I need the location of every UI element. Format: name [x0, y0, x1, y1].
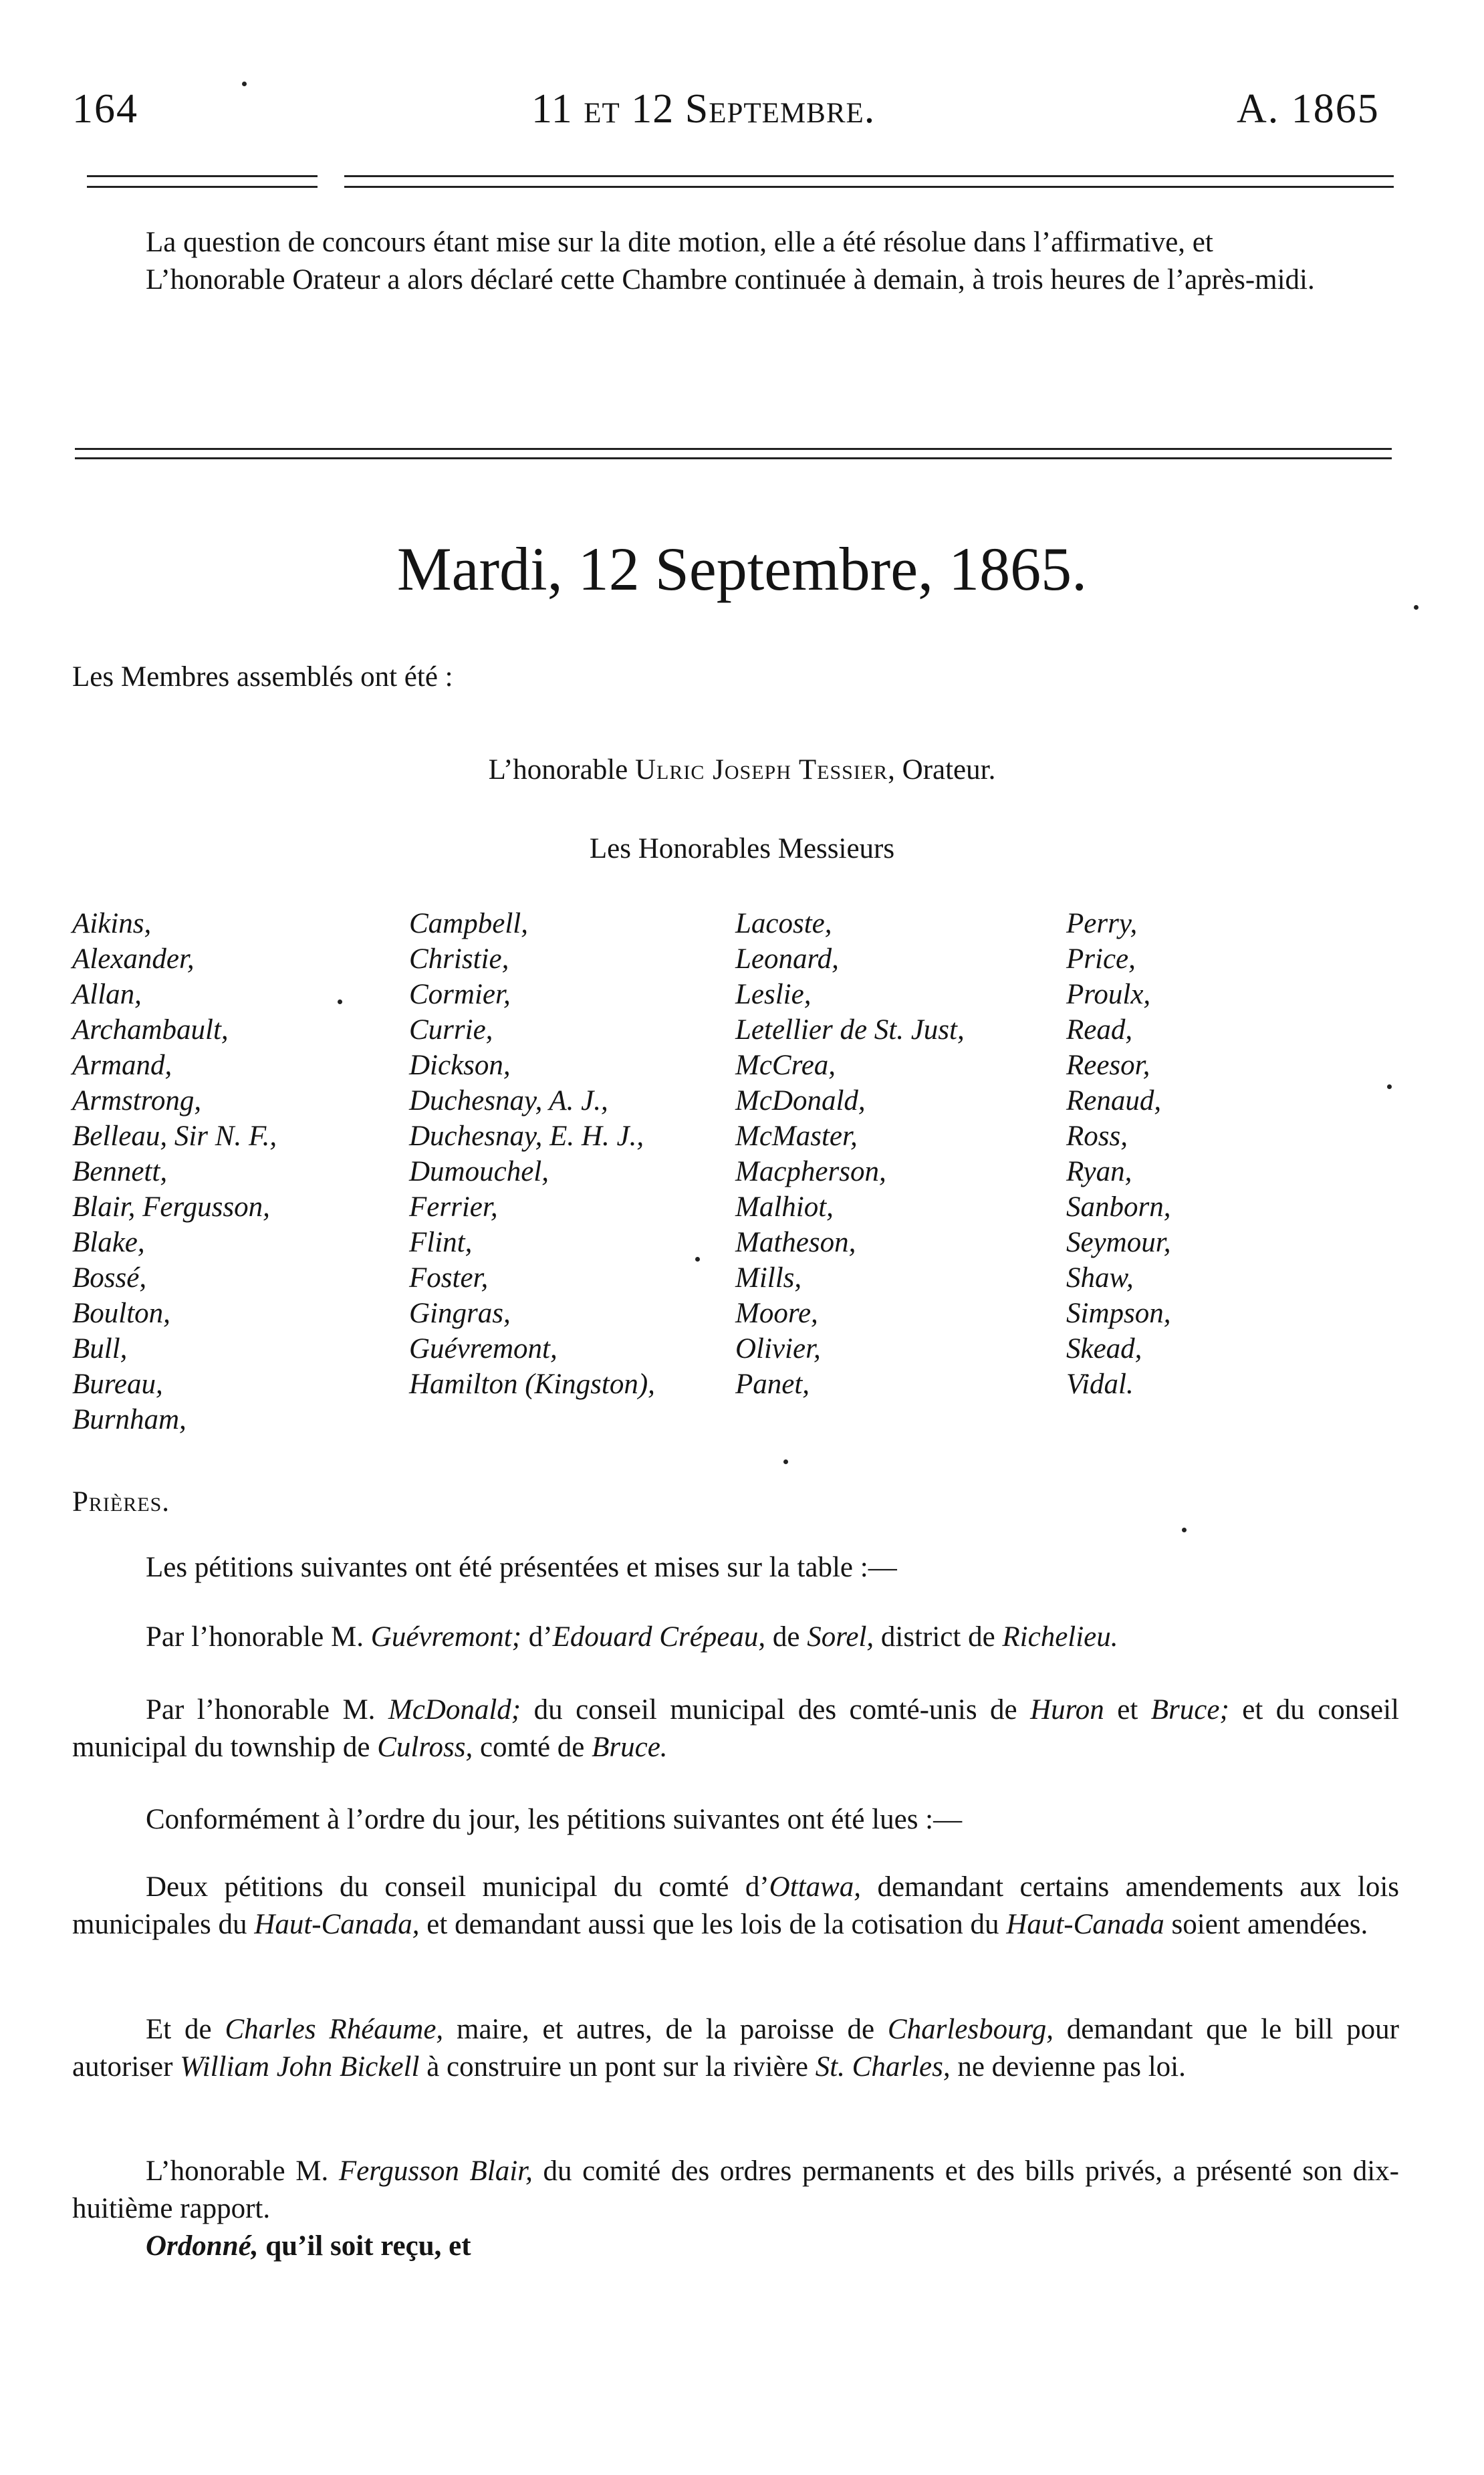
member-name: Bossé,: [72, 1262, 147, 1294]
running-header: 11 et 12 Septembre.: [531, 86, 876, 132]
member-name: Boulton,: [72, 1298, 170, 1329]
report-member: Fergusson Blair,: [338, 2155, 533, 2187]
member-name: Proulx,: [1066, 979, 1151, 1010]
member-name: Reesor,: [1066, 1050, 1150, 1081]
member-name: Malhiot,: [735, 1191, 834, 1223]
member-name: Matheson,: [735, 1227, 856, 1258]
petitions-intro: Les pétitions suivantes ont été présentées et mises sur la table :—: [146, 1552, 897, 1583]
member-name: Guévremont,: [409, 1333, 558, 1365]
ordered-line: Ordonné, qu’il soit reçu, et: [146, 2230, 471, 2262]
top-paragraphs: [72, 224, 1399, 299]
member-name: Cormier,: [409, 979, 511, 1010]
report-paragraph: L’honorable M. Fergusson Blair, du comité des ordres permanents et des bills privés, a présenté son dix-huitième rapport. Ordonné, qu’il soit reçu, et: [72, 2153, 1399, 2265]
header-rule-left-top: [87, 175, 318, 177]
header-rule-left-bottom: [87, 186, 318, 188]
member-name: Campbell,: [409, 908, 528, 939]
print-speck: [1414, 605, 1418, 610]
petition-1-person: Edouard Crépeau,: [552, 1621, 766, 1653]
member-name: Sanborn,: [1066, 1191, 1171, 1223]
petition-2-member: McDonald;: [388, 1694, 521, 1726]
petition-4: Et de Charles Rhéaume, maire, et autres, de la paroisse de Charlesbourg, demandant que le bill pour autoriser William John Bickell à construire un pont sur la rivière St. Charles, ne devienne pas loi.: [72, 2014, 1399, 2083]
member-name: Aikins,: [72, 908, 152, 939]
print-speck: [1182, 1528, 1187, 1532]
members-column-4: [1066, 906, 1170, 1402]
members-column-2: [409, 906, 655, 1402]
member-name: Panet,: [735, 1369, 810, 1400]
member-name: Read,: [1066, 1014, 1133, 1046]
member-name: Bureau,: [72, 1369, 163, 1400]
speaker-name: Ulric Joseph Tessier: [634, 754, 888, 786]
member-name: Ross,: [1066, 1121, 1128, 1152]
print-speck: [242, 82, 247, 86]
member-name: Dumouchel,: [409, 1156, 549, 1187]
member-name: Allan,: [72, 979, 142, 1010]
resolution-paragraph: La question de concours étant mise sur la dite motion, elle a été résolue dans l’affirmative, et: [146, 227, 1213, 258]
member-name: Armand,: [72, 1050, 172, 1081]
section-rule-bottom: [75, 457, 1392, 459]
section-rule-top: [75, 448, 1392, 450]
member-name: McMaster,: [735, 1121, 858, 1152]
members-column-1: [72, 906, 277, 1437]
members-assembled-line: Les Membres assemblés ont été :: [72, 661, 453, 693]
speaker-line: [0, 753, 1484, 786]
member-name: Bull,: [72, 1333, 128, 1365]
member-name: Dickson,: [409, 1050, 511, 1081]
member-name: Bennett,: [72, 1156, 168, 1187]
member-name: Currie,: [409, 1014, 493, 1046]
member-name: Burnham,: [72, 1404, 187, 1435]
member-name: Armstrong,: [72, 1085, 202, 1116]
member-name: Shaw,: [1066, 1262, 1134, 1294]
page-number: 164: [72, 86, 138, 132]
member-name: Vidal.: [1066, 1369, 1134, 1400]
member-name: Ferrier,: [409, 1191, 498, 1223]
print-speck: [1387, 1084, 1392, 1089]
member-name: Ryan,: [1066, 1156, 1132, 1187]
member-name: Hamilton (Kingston),: [409, 1369, 655, 1400]
honorables-heading: Les Honorables Messieurs: [589, 833, 895, 864]
member-name: Simpson,: [1066, 1298, 1171, 1329]
member-name: Mills,: [735, 1262, 802, 1294]
member-name: Lacoste,: [735, 908, 832, 939]
member-name: Alexander,: [72, 943, 195, 975]
speaker-suffix: , Orateur.: [888, 754, 996, 786]
member-name: Blake,: [72, 1227, 145, 1258]
header-rule-right-top: [344, 175, 1394, 177]
member-name: Renaud,: [1066, 1085, 1162, 1116]
member-name: Duchesnay, A. J.,: [409, 1085, 608, 1116]
member-name: Seymour,: [1066, 1227, 1171, 1258]
member-name: Blair, Fergusson,: [72, 1191, 270, 1223]
member-name: Leslie,: [735, 979, 812, 1010]
petition-2: Par l’honorable M. McDonald; du conseil municipal des comté-unis de Huron et Bruce; et du conseil municipal du township de Culross, comté de Bruce.: [72, 1694, 1399, 1763]
member-name: Olivier,: [735, 1333, 821, 1365]
member-name: Leonard,: [735, 943, 839, 975]
adjournment-paragraph: L’honorable Orateur a alors déclaré cette Chambre continuée à demain, à trois heures de l’après-midi.: [146, 264, 1315, 296]
petition-3: Deux pétitions du conseil municipal du comté d’Ottawa, demandant certains amendements aux lois municipales du Haut-Canada, et demandant aussi que les lois de la cotisation du Haut-Canada soient amendées.: [72, 1871, 1400, 1940]
speaker-prefix: L’honorable: [488, 754, 628, 786]
header-rule-right-bottom: [344, 186, 1394, 188]
print-speck: [695, 1257, 700, 1262]
print-speck: [338, 999, 342, 1004]
petition-1-member: Guévremont;: [370, 1621, 522, 1653]
prayers-heading: Prières.: [72, 1486, 170, 1518]
member-name: Perry,: [1066, 908, 1138, 939]
member-name: McCrea,: [735, 1050, 836, 1081]
member-name: Flint,: [409, 1227, 473, 1258]
session-title: Mardi, 12 Septembre, 1865.: [396, 535, 1088, 603]
order-of-day: Conformément à l’ordre du jour, les pétitions suivantes ont été lues :—: [146, 1804, 963, 1835]
print-speck: [783, 1459, 788, 1464]
member-name: Archambault,: [72, 1014, 229, 1046]
member-name: Belleau, Sir N. F.,: [72, 1121, 277, 1152]
petition-1: Par l’honorable M. Guévremont; d’Edouard Crépeau, de Sorel, district de Richelieu.: [146, 1621, 1118, 1653]
members-column-3: [735, 906, 965, 1402]
member-name: Christie,: [409, 943, 509, 975]
member-name: Gingras,: [409, 1298, 511, 1329]
member-name: Skead,: [1066, 1333, 1142, 1365]
member-name: Foster,: [409, 1262, 489, 1294]
member-name: Letellier de St. Just,: [735, 1014, 965, 1046]
member-name: Macpherson,: [735, 1156, 886, 1187]
member-name: McDonald,: [735, 1085, 866, 1116]
member-name: Moore,: [735, 1298, 818, 1329]
member-name: Price,: [1066, 943, 1136, 975]
header-year: A. 1865: [1237, 86, 1380, 132]
member-name: Duchesnay, E. H. J.,: [409, 1121, 644, 1152]
